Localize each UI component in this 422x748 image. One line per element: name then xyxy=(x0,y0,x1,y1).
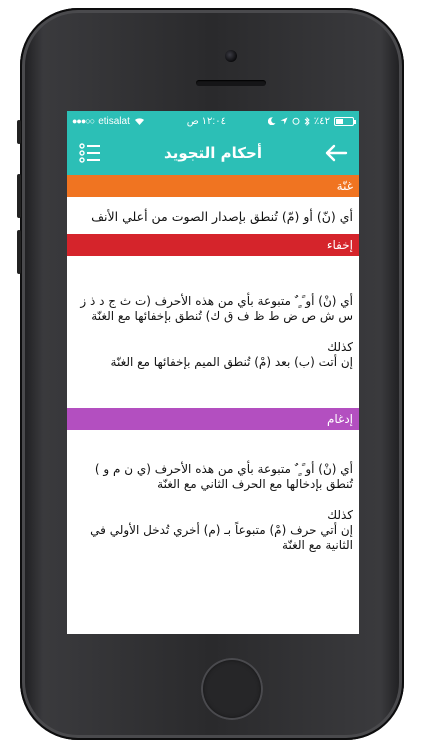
ikhfa-text-extra: إن أتت (ب) بعد (مْ) تُنطق الميم بإخفائها مع الغنّة xyxy=(110,355,353,369)
ikhfa-body xyxy=(67,294,359,370)
battery-percent: ٪٤٢ xyxy=(313,115,330,127)
volume-down-button xyxy=(17,230,21,274)
carrier-name: etisalat xyxy=(98,115,130,127)
section-header-idgham: إدغام xyxy=(67,408,359,430)
ghunna-text: أي (نّ) أو (مّ) تُنطق بإصدار الصوت من أعلي الأنف xyxy=(91,209,353,224)
moon-icon xyxy=(268,117,276,125)
signal-dots-icon: ●●●○○ xyxy=(72,116,95,126)
home-button[interactable] xyxy=(201,658,263,720)
back-button[interactable] xyxy=(323,140,349,166)
alarm-icon xyxy=(292,117,300,125)
app-screen xyxy=(67,111,359,634)
status-bar xyxy=(67,111,359,131)
idgham-text-extra: إن أتي حرف (مْ) متبوعاً بـ (م) أخري تُدخل الأولي في الثانية مع الغنّة xyxy=(90,523,353,552)
battery-icon xyxy=(334,117,354,126)
page-title: أحكام التجويد xyxy=(164,144,262,162)
front-camera xyxy=(225,50,237,62)
idgham-body xyxy=(67,462,359,553)
section-header-ikhfa: إخفاء xyxy=(67,234,359,256)
volume-up-button xyxy=(17,174,21,218)
wifi-icon xyxy=(134,117,145,126)
ikhfa-also-label: كذلك xyxy=(327,340,353,354)
arrow-left-icon xyxy=(324,144,348,162)
idgham-text: أي (نْ) أو ً ٍ ٌ متبوعة بأي من هذه الأحرف (ي ن م و ) تُنطق بإدخالها مع الحرف الثاني مع الغنّة xyxy=(94,462,353,491)
list-menu-icon xyxy=(79,143,101,163)
silent-switch xyxy=(17,120,21,144)
ikhfa-text: أي (نْ) أو ً ٍ ٌ متبوعة بأي من هذه الأحرف (ت ث ج د ذ ز س ش ص ض ط ظ ف ق ك) تُنطق بإخفائها مع الغنّة xyxy=(80,294,353,323)
bluetooth-icon xyxy=(304,117,310,126)
earpiece-speaker xyxy=(196,80,266,86)
menu-button[interactable] xyxy=(77,140,103,166)
battery-fill xyxy=(336,119,343,124)
status-time: ١٢:٠٤ ص xyxy=(186,115,226,127)
nav-bar xyxy=(67,131,359,175)
idgham-also-label: كذلك xyxy=(327,508,353,522)
content-area xyxy=(67,175,359,553)
location-arrow-icon xyxy=(280,117,288,125)
section-header-ghunna: غنّة xyxy=(67,175,359,197)
